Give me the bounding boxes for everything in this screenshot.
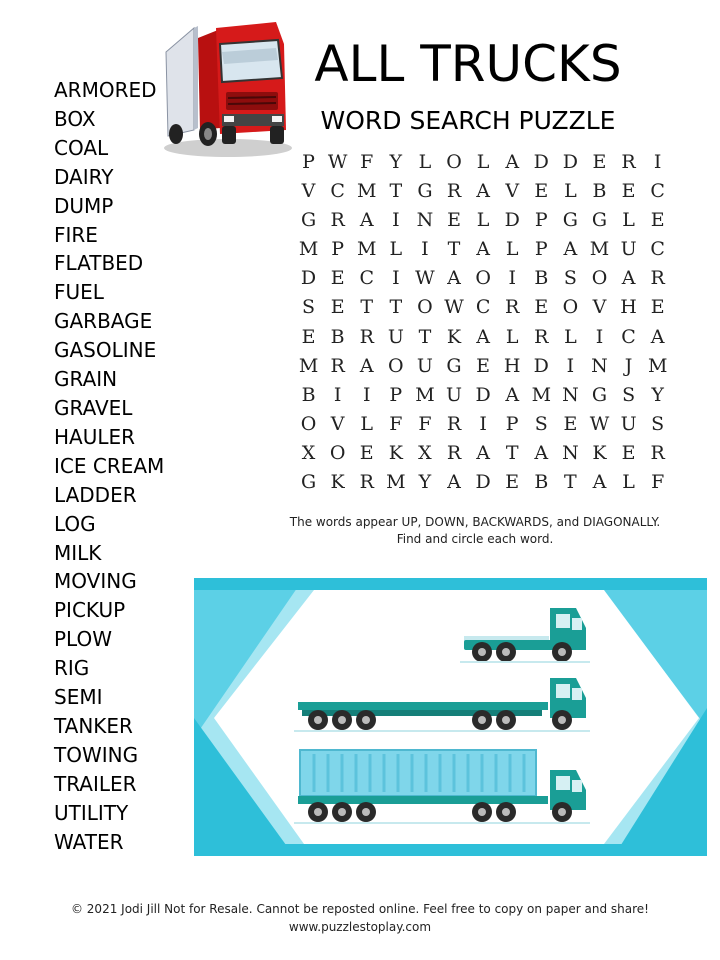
word-list-item: GARBAGE: [54, 309, 153, 334]
grid-letter[interactable]: Y: [651, 383, 664, 406]
word-list-item: LOG: [54, 511, 96, 536]
grid-letter[interactable]: M: [298, 354, 319, 377]
grid-letter[interactable]: R: [534, 325, 549, 348]
grid-letter[interactable]: T: [505, 441, 519, 464]
grid-letter[interactable]: L: [418, 151, 432, 173]
grid-letter[interactable]: I: [566, 354, 575, 377]
grid-letter[interactable]: C: [621, 325, 636, 348]
grid-letter[interactable]: I: [653, 151, 662, 173]
word-list-item: ARMORED: [54, 78, 157, 102]
grid-letter[interactable]: C: [650, 180, 665, 203]
grid-letter[interactable]: R: [650, 267, 665, 290]
grid-letter[interactable]: E: [359, 441, 374, 464]
grid-letter[interactable]: P: [505, 412, 519, 435]
grid-letter[interactable]: U: [620, 412, 637, 435]
grid-letter[interactable]: R: [330, 209, 345, 232]
grid-letter[interactable]: A: [359, 354, 374, 377]
grid-letter[interactable]: R: [621, 151, 636, 173]
grid-letter[interactable]: B: [534, 471, 549, 494]
grid-letter[interactable]: P: [534, 209, 548, 232]
word-list-item: FUEL: [54, 280, 104, 305]
word-list-item: SEMI: [54, 685, 103, 710]
grid-letter[interactable]: R: [650, 441, 665, 464]
grid-letter[interactable]: A: [447, 267, 461, 290]
grid-letter[interactable]: M: [415, 383, 435, 406]
grid-letter[interactable]: P: [331, 238, 345, 261]
grid-letter[interactable]: O: [329, 441, 346, 464]
word-list-item: PLOW: [54, 627, 113, 652]
grid-letter[interactable]: G: [300, 471, 317, 494]
grid-letter[interactable]: V: [592, 296, 607, 319]
grid-letter[interactable]: R: [330, 354, 345, 377]
grid-letter[interactable]: D: [533, 151, 549, 173]
grid-letter[interactable]: U: [416, 354, 433, 377]
grid-letter[interactable]: D: [504, 209, 520, 232]
word-list-item: PICKUP: [54, 598, 126, 623]
grid-letter[interactable]: T: [389, 296, 403, 319]
grid-letter[interactable]: A: [447, 471, 461, 494]
word-list-item: MILK: [54, 540, 102, 565]
grid-letter[interactable]: A: [359, 209, 374, 232]
page-subtitle: WORD SEARCH PUZZLE: [320, 106, 616, 135]
grid-letter[interactable]: H: [503, 354, 521, 377]
grid-letter[interactable]: P: [389, 383, 403, 406]
grid-letter[interactable]: B: [330, 325, 345, 348]
grid-letter[interactable]: R: [359, 325, 374, 348]
grid-letter[interactable]: A: [476, 441, 490, 464]
grid-letter[interactable]: B: [592, 180, 607, 203]
grid-letter[interactable]: C: [650, 238, 665, 261]
grid-letter[interactable]: T: [360, 296, 374, 319]
word-list-item: HAULER: [54, 424, 136, 449]
grid-letter[interactable]: V: [301, 180, 316, 203]
grid-letter[interactable]: P: [534, 238, 548, 261]
grid-letter[interactable]: T: [389, 180, 403, 203]
grid-letter[interactable]: W: [415, 267, 435, 290]
grid-letter[interactable]: R: [505, 296, 520, 319]
word-list-item: FLATBED: [54, 251, 144, 276]
grid-letter[interactable]: R: [446, 412, 462, 435]
grid-letter[interactable]: E: [592, 151, 607, 173]
word-list-item: ICE CREAM: [54, 453, 165, 478]
grid-letter[interactable]: D: [475, 471, 491, 494]
word-list-item: MOVING: [54, 569, 137, 594]
grid-letter[interactable]: G: [562, 209, 578, 232]
grid-letter[interactable]: A: [650, 325, 665, 348]
instructions-line-2: Find and circle each word.: [396, 532, 554, 546]
grid-letter[interactable]: G: [591, 209, 608, 232]
grid-letter[interactable]: I: [392, 209, 400, 232]
grid-letter[interactable]: M: [386, 471, 406, 494]
grid-letter[interactable]: A: [592, 471, 607, 494]
grid-letter[interactable]: N: [562, 441, 579, 464]
grid-letter[interactable]: M: [298, 238, 319, 261]
grid-letter[interactable]: E: [650, 296, 665, 319]
grid-letter[interactable]: G: [300, 209, 317, 232]
word-list-item: DUMP: [54, 193, 114, 218]
grid-letter[interactable]: E: [650, 209, 665, 232]
word-list-item: TANKER: [54, 713, 133, 738]
grid-letter[interactable]: B: [534, 267, 549, 290]
grid-letter[interactable]: P: [302, 151, 315, 173]
grid-letter[interactable]: E: [621, 441, 636, 464]
grid-letter[interactable]: T: [418, 325, 432, 348]
grid-letter[interactable]: I: [333, 383, 342, 406]
grid-letter[interactable]: R: [359, 471, 374, 494]
grid-letter[interactable]: G: [591, 383, 608, 406]
grid-letter[interactable]: M: [647, 354, 668, 377]
grid-letter[interactable]: E: [330, 296, 345, 319]
grid-letter[interactable]: E: [563, 412, 578, 435]
grid-letter[interactable]: S: [534, 412, 548, 435]
grid-letter[interactable]: V: [505, 180, 520, 203]
word-list-item: GRAIN: [54, 367, 118, 392]
grid-letter[interactable]: N: [591, 354, 608, 377]
grid-letter[interactable]: D: [533, 354, 549, 377]
grid-letter[interactable]: F: [418, 412, 432, 435]
grid-letter[interactable]: K: [388, 441, 403, 464]
grid-letter[interactable]: X: [301, 441, 316, 464]
word-list-item: FIRE: [54, 222, 98, 247]
truck-banner-illustration: [194, 578, 707, 856]
page-title: ALL TRUCKS: [314, 35, 622, 93]
grid-letter[interactable]: R: [446, 441, 462, 464]
letter-grid: [294, 148, 672, 497]
grid-letter[interactable]: K: [592, 441, 607, 464]
word-list-item: DAIRY: [54, 164, 114, 189]
word-list-item: UTILITY: [54, 800, 129, 825]
word-list-item: WATER: [54, 829, 124, 854]
grid-letter[interactable]: W: [589, 412, 610, 435]
grid-letter[interactable]: S: [302, 296, 316, 319]
grid-letter[interactable]: I: [508, 267, 516, 290]
grid-letter[interactable]: E: [505, 471, 520, 494]
instructions-line-1: The words appear UP, DOWN, BACKWARDS, and DIAGONALLY.: [289, 515, 661, 529]
grid-letter[interactable]: Y: [389, 151, 403, 173]
grid-letter[interactable]: C: [330, 180, 345, 203]
grid-letter[interactable]: N: [562, 383, 579, 406]
grid-letter[interactable]: U: [446, 383, 463, 406]
grid-letter[interactable]: O: [446, 151, 462, 173]
grid-letter[interactable]: O: [591, 267, 608, 290]
grid-letter[interactable]: E: [621, 180, 636, 203]
grid-letter[interactable]: L: [564, 180, 577, 203]
grid-letter[interactable]: A: [476, 180, 490, 203]
grid-letter[interactable]: D: [300, 267, 317, 290]
word-list-item: TOWING: [54, 742, 139, 767]
word-list-item: TRAILER: [54, 771, 137, 796]
grid-letter[interactable]: X: [418, 441, 432, 464]
grid-letter[interactable]: K: [330, 471, 345, 494]
grid-letter[interactable]: W: [444, 296, 464, 319]
word-list-item: GRAVEL: [54, 395, 133, 420]
grid-letter[interactable]: O: [562, 296, 579, 319]
grid-letter[interactable]: I: [479, 412, 487, 435]
grid-letter[interactable]: I: [362, 383, 371, 406]
grid-letter[interactable]: R: [446, 180, 462, 203]
grid-letter[interactable]: O: [300, 412, 317, 435]
grid-letter[interactable]: L: [476, 209, 490, 232]
grid-letter[interactable]: O: [417, 296, 433, 319]
grid-letter[interactable]: E: [447, 209, 461, 232]
grid-letter[interactable]: D: [475, 383, 491, 406]
grid-letter[interactable]: L: [622, 471, 635, 494]
grid-letter[interactable]: G: [417, 180, 433, 203]
grid-letter[interactable]: D: [562, 151, 578, 173]
grid-letter[interactable]: K: [446, 325, 462, 348]
word-list: [54, 76, 164, 856]
grid-letter[interactable]: W: [327, 151, 348, 173]
grid-letter[interactable]: E: [476, 354, 491, 377]
grid-letter[interactable]: C: [475, 296, 491, 319]
grid-letter[interactable]: E: [301, 325, 316, 348]
grid-letter[interactable]: F: [651, 471, 665, 494]
grid-letter[interactable]: M: [589, 238, 610, 261]
grid-letter[interactable]: F: [360, 151, 374, 173]
red-semi-truck-icon: [158, 18, 298, 160]
footer: [0, 900, 720, 936]
grid-letter[interactable]: N: [416, 209, 434, 232]
grid-letter[interactable]: A: [476, 325, 490, 348]
grid-letter[interactable]: H: [620, 296, 637, 319]
grid-letter[interactable]: A: [534, 441, 549, 464]
copyright-notice: © 2021 Jodi Jill Not for Resale. Cannot be reposted online. Feel free to copy on paper and share!: [70, 902, 649, 916]
grid-letter[interactable]: T: [564, 471, 577, 494]
grid-letter[interactable]: L: [360, 412, 374, 435]
grid-letter[interactable]: S: [651, 412, 665, 435]
grid-letter[interactable]: I: [392, 267, 400, 290]
instructions: [270, 514, 680, 548]
grid-letter[interactable]: L: [622, 209, 635, 232]
grid-letter[interactable]: T: [447, 238, 461, 261]
grid-letter[interactable]: M: [357, 238, 377, 261]
grid-letter[interactable]: E: [534, 180, 549, 203]
grid-letter[interactable]: L: [564, 325, 577, 348]
grid-letter[interactable]: U: [620, 238, 637, 261]
grid-letter[interactable]: A: [621, 267, 636, 290]
word-list-item: LADDER: [54, 482, 137, 507]
grid-letter[interactable]: L: [505, 325, 519, 348]
word-list-item: RIG: [54, 656, 90, 681]
grid-letter[interactable]: A: [505, 383, 520, 406]
grid-letter[interactable]: M: [531, 383, 552, 406]
website-url: www.puzzlestoplay.com: [288, 920, 432, 934]
grid-letter[interactable]: G: [446, 354, 462, 377]
grid-letter[interactable]: L: [505, 238, 519, 261]
grid-letter[interactable]: V: [330, 412, 345, 435]
grid-letter[interactable]: L: [476, 151, 490, 173]
grid-letter[interactable]: E: [330, 267, 345, 290]
grid-letter[interactable]: I: [421, 238, 429, 261]
word-list-item: COAL: [54, 135, 109, 160]
grid-letter[interactable]: U: [387, 325, 404, 348]
grid-letter[interactable]: J: [624, 354, 633, 377]
grid-letter[interactable]: A: [563, 238, 578, 261]
grid-letter[interactable]: S: [563, 267, 577, 290]
grid-letter[interactable]: A: [505, 151, 520, 173]
grid-letter[interactable]: F: [389, 412, 403, 435]
grid-letter[interactable]: Y: [418, 471, 432, 494]
grid-letter[interactable]: E: [534, 296, 549, 319]
grid-letter[interactable]: A: [476, 238, 490, 261]
grid-letter[interactable]: S: [622, 383, 636, 406]
grid-letter[interactable]: O: [475, 267, 491, 290]
grid-letter[interactable]: M: [357, 180, 377, 203]
grid-letter[interactable]: O: [388, 354, 404, 377]
grid-letter[interactable]: I: [595, 325, 604, 348]
word-list-item: BOX: [54, 106, 96, 131]
grid-letter[interactable]: C: [359, 267, 374, 290]
word-list-item: GASOLINE: [54, 338, 157, 363]
grid-letter[interactable]: L: [389, 238, 403, 261]
grid-letter[interactable]: B: [301, 383, 316, 406]
